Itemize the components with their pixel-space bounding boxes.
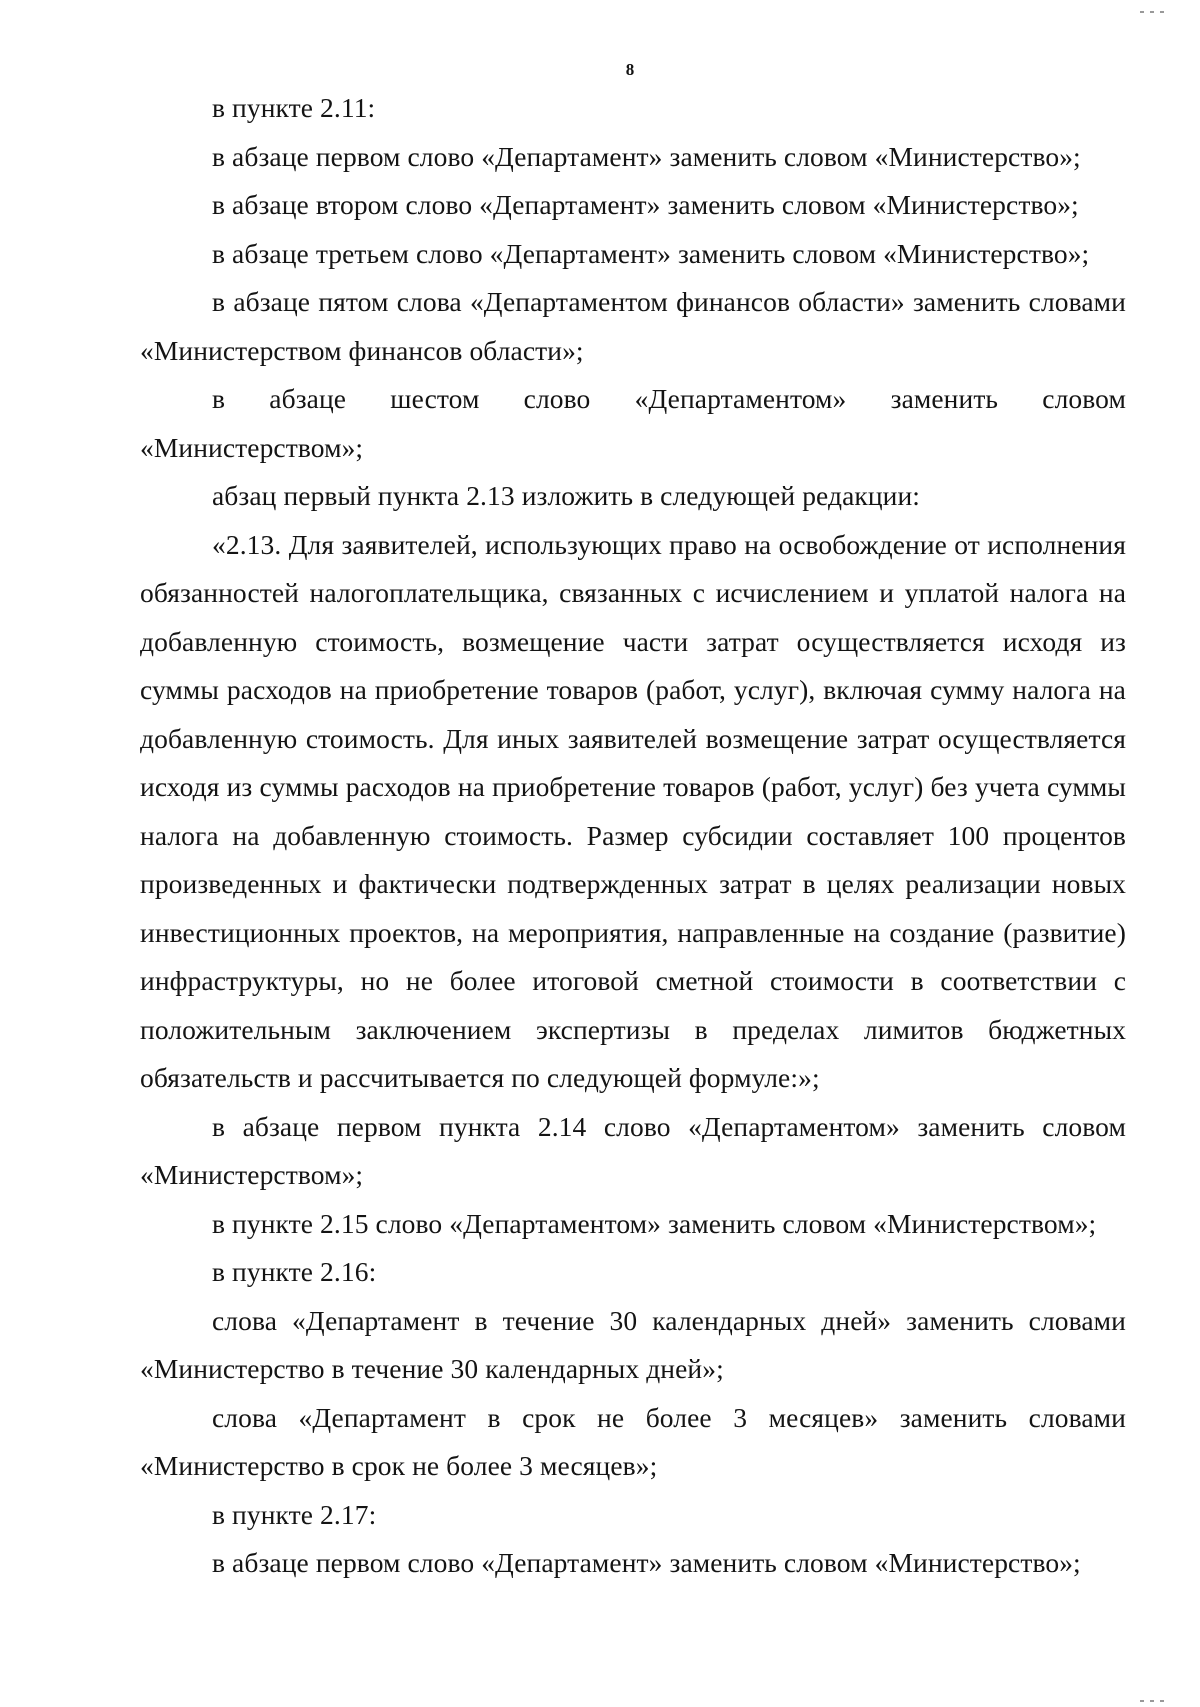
paragraph-clause-2-11-heading: в пункте 2.11: — [212, 92, 376, 123]
scan-edge-mark — [1140, 1689, 1200, 1695]
paragraph-clause-2-17-heading: в пункте 2.17: — [212, 1498, 377, 1530]
paragraph-clause-2-16-item2: слова «Департамент в срок не более 3 месяцев» заменить словами «Министерство в срок не более 3 месяцев»; — [140, 1401, 1126, 1481]
page-number: 8 — [625, 60, 635, 79]
paragraph-clause-2-15: в пункте 2.15 слово «Департаментом» заменить словом «Министерством»; — [212, 1207, 1097, 1239]
paragraph-clause-2-11-abz6: в абзаце шестом слово «Департаментом» заменить словом «Министерством»; — [140, 383, 1126, 463]
paragraph-clause-2-16-item1: слова «Департамент в течение 30 календарных дней» заменить словами «Министерство в течение 30 календарных дней»; — [140, 1304, 1126, 1384]
paragraph-clause-2-11-abz1: в абзаце первом слово «Департамент» заменить словом «Министерство»; — [212, 140, 1081, 172]
scan-edge-mark — [1140, 0, 1200, 6]
document-body — [140, 84, 1126, 1588]
paragraph-clause-2-17-abz1: в абзаце первом слово «Департамент» заменить словом «Министерство»; — [212, 1547, 1081, 1578]
paragraph-clause-2-16-heading: в пункте 2.16: — [212, 1256, 377, 1287]
paragraph-clause-2-13-text: «2.13. Для заявителей, использующих право на освобождение от исполнения обязанностей налогоплательщика, связанных с исчислением и уплатой налога на добавленную стоимость, возмещение части затрат осуществляется исходя из суммы расходов на приобретение товаров (работ, услуг), включая сумму налога на добавленную стоимость. Для иных заявителей возмещение затрат осуществляется исходя из суммы расходов на приобретение товаров (работ, услуг) без учета суммы налога на добавленную стоимость. Размер субсидии составляет 100 процентов произведенных и фактически подтвержденных затрат в целях реализации новых инвестиционных проектов, на мероприятия, направленные на создание (развитие) инфраструктуры, но не более итоговой сметной стоимости в соответствии с положительным заключением экспертизы в пределах лимитов бюджетных обязательств и рассчитывается по следующей формуле:»; — [140, 528, 1126, 1093]
paragraph-clause-2-11-abz3: в абзаце третьем слово «Департамент» заменить словом «Министерство»; — [212, 237, 1090, 269]
paragraph-clause-2-13-intro: абзац первый пункта 2.13 изложить в следующей редакции: — [212, 480, 921, 511]
paragraph-clause-2-11-abz5: в абзаце пятом слова «Департаментом финансов области» заменить словами «Министерством финансов области»; — [140, 286, 1126, 366]
paragraph-clause-2-11-abz2: в абзаце втором слово «Департамент» заменить словом «Министерство»; — [212, 189, 1079, 220]
paragraph-clause-2-14: в абзаце первом пункта 2.14 слово «Департаментом» заменить словом «Министерством»; — [140, 1110, 1126, 1190]
